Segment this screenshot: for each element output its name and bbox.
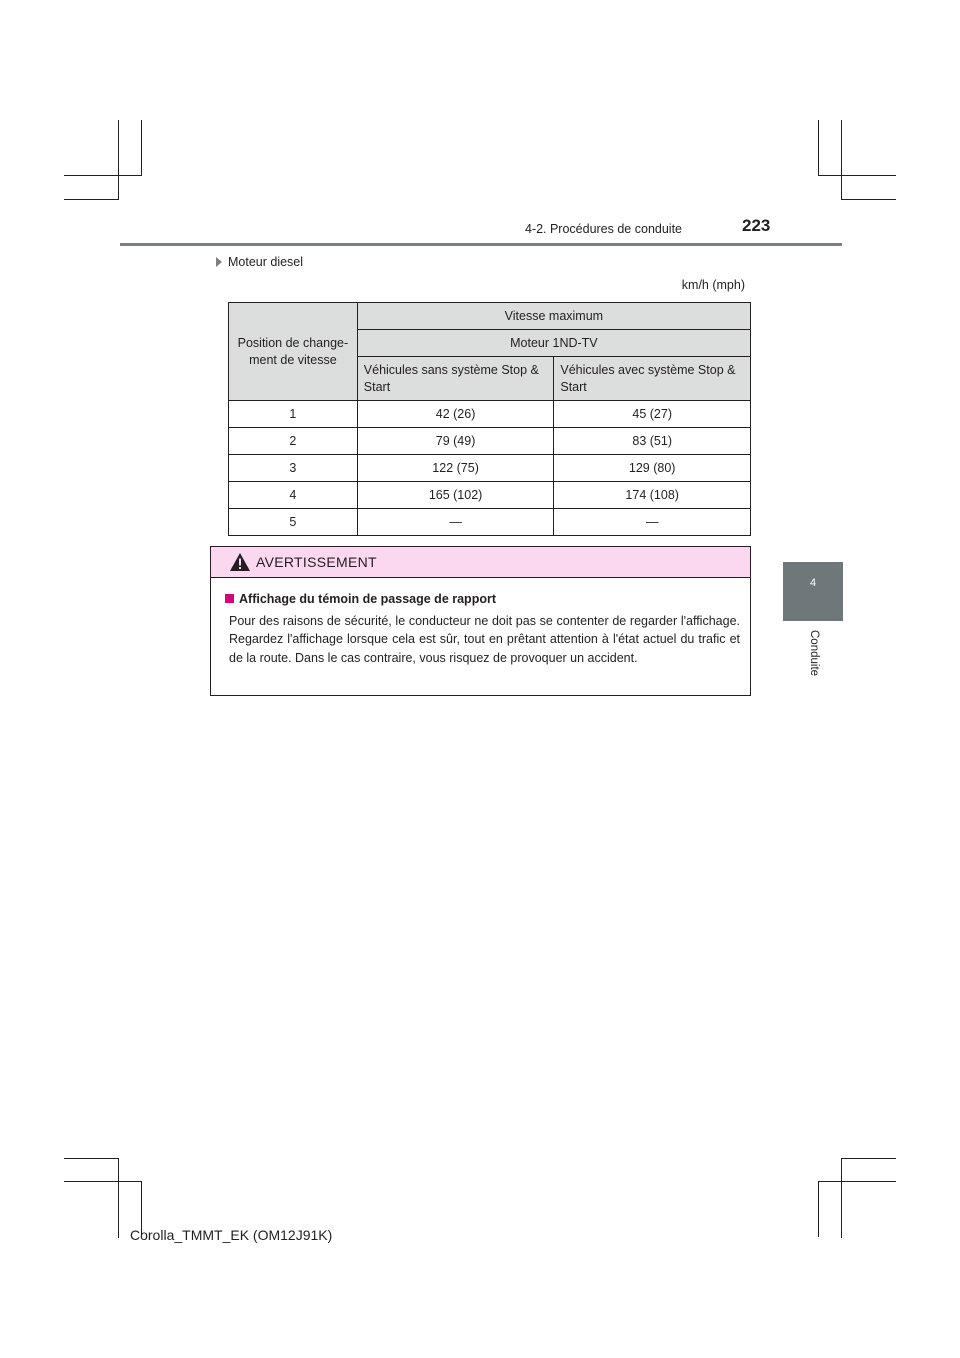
without-stop-start-header: Véhicules sans système Stop & Start (357, 357, 554, 401)
speed-cell: — (357, 509, 554, 536)
crop-mark (818, 175, 896, 176)
speed-cell: 129 (80) (554, 455, 751, 482)
unit-label: km/h (mph) (681, 278, 745, 292)
table-row (229, 428, 751, 455)
speed-cell: 79 (49) (357, 428, 554, 455)
speed-cell: — (554, 509, 751, 536)
warning-triangle-icon (229, 552, 251, 572)
crop-mark (841, 1158, 896, 1159)
footer-code: Corolla_TMMT_EK (OM12J91K) (130, 1227, 333, 1243)
speed-cell: 45 (27) (554, 401, 751, 428)
warning-header (211, 547, 750, 578)
gear-cell: 2 (229, 428, 358, 455)
warning-box (210, 546, 751, 696)
speed-cell: 83 (51) (554, 428, 751, 455)
subheading (216, 255, 303, 269)
crop-mark (141, 120, 142, 176)
chapter-number: 4 (809, 577, 817, 589)
chapter-label: Conduite (808, 630, 820, 677)
crop-mark (818, 120, 819, 176)
gear-cell: 4 (229, 482, 358, 509)
crop-mark (841, 1158, 842, 1238)
engine-header: Moteur 1ND-TV (357, 330, 750, 357)
speed-cell: 42 (26) (357, 401, 554, 428)
gear-cell: 3 (229, 455, 358, 482)
warning-subtitle (225, 590, 740, 609)
table-row (229, 482, 751, 509)
speed-table (228, 302, 751, 536)
table-row (229, 509, 751, 536)
gear-cell: 5 (229, 509, 358, 536)
chapter-tab[interactable] (783, 562, 843, 621)
table-row (229, 455, 751, 482)
warning-text: Pour des raisons de sécurité, le conducteur ne doit pas se contenter de regarder l'affichage. Regardez l'affichage lorsque cela est sûr, tout en prêtant attention à l'état actuel du trafic et de la route. Dans le cas contraire, vous risquez de provoquer un accident. (229, 613, 740, 665)
header-divider (120, 243, 842, 246)
subheading-text: Moteur diesel (228, 255, 304, 269)
crop-mark (64, 199, 119, 200)
gear-column-header: Position de change-ment de vitesse (229, 303, 358, 401)
gear-cell: 1 (229, 401, 358, 428)
crop-mark (818, 1181, 819, 1237)
speed-cell: 122 (75) (357, 455, 554, 482)
warning-body (211, 578, 750, 667)
speed-cell: 165 (102) (357, 482, 554, 509)
crop-mark (841, 120, 842, 200)
page-number: 223 (742, 216, 771, 235)
crop-mark (64, 175, 142, 176)
triangle-bullet-icon (216, 257, 222, 267)
speed-cell: 174 (108) (554, 482, 751, 509)
with-stop-start-header: Véhicules avec système Stop & Start (554, 357, 751, 401)
max-speed-header: Vitesse maximum (357, 303, 750, 330)
crop-mark (64, 1158, 119, 1159)
crop-mark (118, 1158, 119, 1238)
crop-mark (118, 120, 119, 200)
crop-mark (841, 199, 896, 200)
warning-subtitle-text: Affichage du témoin de passage de rapport (239, 592, 496, 606)
square-bullet-icon (225, 594, 234, 603)
warning-title: AVERTISSEMENT (256, 554, 377, 570)
table-row (229, 401, 751, 428)
crop-mark (64, 1181, 142, 1182)
section-title: 4-2. Procédures de conduite (524, 222, 682, 236)
crop-mark (818, 1181, 896, 1182)
